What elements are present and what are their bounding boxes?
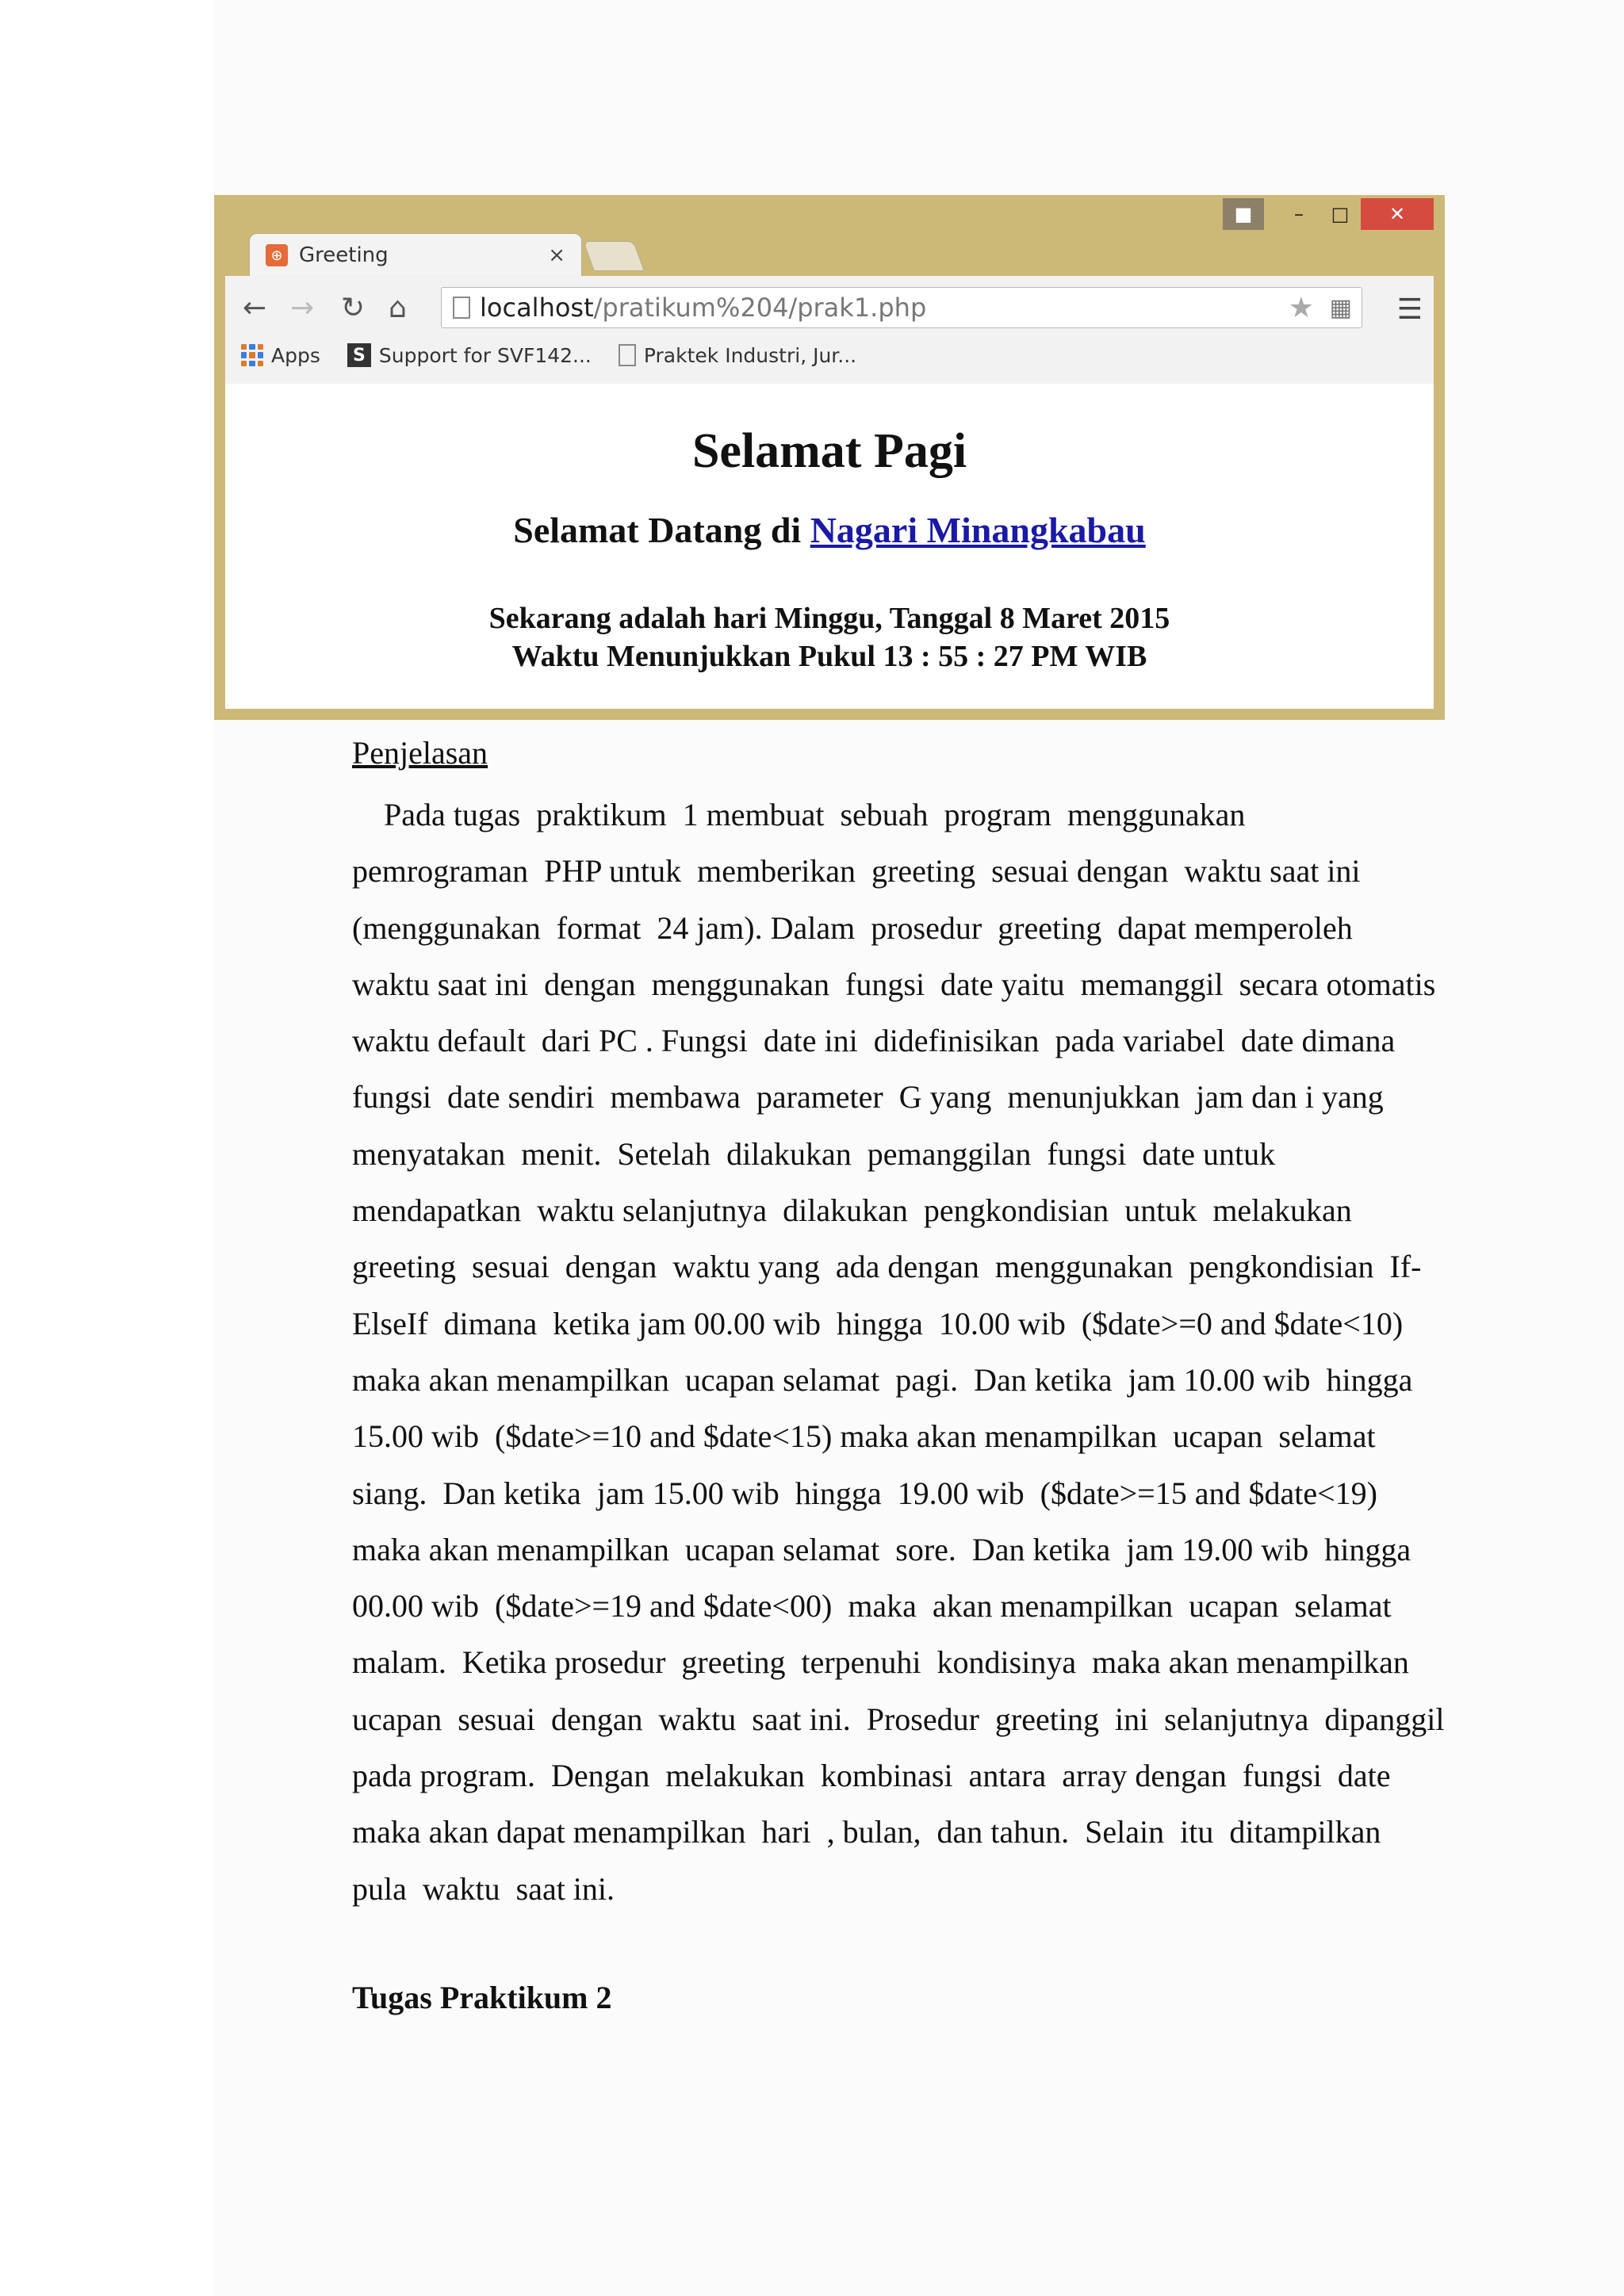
page-icon bbox=[453, 297, 470, 319]
address-host: localhost bbox=[480, 293, 594, 323]
paragraph-line: (menggunakan format 24 jam). Dalam prosedur greeting dapat memperoleh bbox=[352, 909, 1353, 946]
home-icon[interactable]: ⌂ bbox=[389, 292, 407, 324]
paragraph-line: ElseIf dimana ketika jam 00.00 wib hingga 10.00 wib ($date>=0 and $date<10) bbox=[352, 1305, 1404, 1341]
paragraph-line: mendapatkan waktu selanjutnya dilakukan pengkondisian untuk melakukan bbox=[352, 1192, 1352, 1229]
tab-close-icon[interactable]: × bbox=[548, 243, 565, 267]
back-arrow-icon[interactable]: ← bbox=[243, 292, 267, 324]
paragraph-line: 15.00 wib ($date>=10 and $date<15) maka akan menampilkan ucapan selamat bbox=[352, 1418, 1376, 1455]
nagari-link[interactable]: Nagari Minangkabau bbox=[810, 510, 1146, 550]
apps-grid-icon bbox=[241, 344, 263, 366]
favicon-icon: ⊕ bbox=[266, 244, 288, 266]
maximize-icon[interactable]: □ bbox=[1331, 203, 1350, 225]
bookmarks-bar bbox=[241, 339, 883, 371]
bookmark-label: Praktek Industri, Jur... bbox=[643, 343, 857, 367]
paragraph-line: Pada tugas praktikum 1 membuat sebuah program menggunakan bbox=[352, 797, 1246, 832]
paragraph-line: greeting sesuai dengan waktu yang ada dengan menggunakan pengkondisian If- bbox=[352, 1249, 1422, 1285]
paragraph-line: siang. Dan ketika jam 15.00 wib hingga 19.00 wib ($date>=15 and $date<19) bbox=[352, 1475, 1377, 1511]
address-bar[interactable] bbox=[441, 287, 1362, 328]
star-icon[interactable]: ★ bbox=[1288, 291, 1314, 324]
document-icon bbox=[619, 344, 636, 366]
address-path: /pratikum%204/prak1.php bbox=[593, 293, 927, 323]
close-icon[interactable]: ✕ bbox=[1361, 198, 1434, 230]
welcome-heading bbox=[225, 509, 1434, 551]
date-line: Sekarang adalah hari Minggu, Tanggal 8 Maret 2015 bbox=[488, 602, 1170, 635]
browser-toolbar bbox=[225, 276, 1434, 385]
page-left-margin bbox=[0, 0, 214, 2296]
user-icon[interactable]: ■ bbox=[1223, 198, 1264, 230]
bookmark-praktek[interactable] bbox=[619, 344, 856, 367]
paragraph-line: 00.00 wib ($date>=19 and $date<00) maka akan menampilkan ucapan selamat bbox=[352, 1588, 1392, 1624]
paragraph-line: fungsi date sendiri membawa parameter G yang menunjukkan jam dan i yang bbox=[352, 1079, 1384, 1115]
welcome-prefix: Selamat Datang di bbox=[513, 510, 802, 550]
minimize-icon[interactable]: – bbox=[1294, 203, 1304, 225]
paragraph-line: menyatakan menit. Setelah dilakukan pemanggilan fungsi date untuk bbox=[352, 1135, 1276, 1172]
paragraph-line: pemrograman PHP untuk memberikan greeting sesuai dengan waktu saat ini bbox=[352, 853, 1361, 890]
window-controls bbox=[1223, 198, 1434, 230]
time-line: Waktu Menunjukkan Pukul 13 : 55 : 27 PM WIB bbox=[511, 640, 1147, 673]
bookmark-apps[interactable] bbox=[241, 344, 320, 367]
bookmark-support[interactable] bbox=[347, 343, 592, 367]
paragraph-line: maka akan menampilkan ucapan selamat sore. Dan ketika jam 19.00 wib hingga bbox=[352, 1531, 1411, 1567]
paragraph-line: ucapan sesuai dengan waktu saat ini. Prosedur greeting ini selanjutnya dipanggil bbox=[352, 1701, 1445, 1737]
browser-screenshot bbox=[214, 195, 1445, 720]
greeting-heading: Selamat Pagi bbox=[691, 424, 967, 478]
paragraph-line: pula waktu saat ini. bbox=[352, 1870, 615, 1907]
paragraph-line: waktu default dari PC . Fungsi date ini didefinisikan pada variabel date dimana bbox=[352, 1023, 1396, 1059]
reload-icon[interactable]: ↻ bbox=[341, 292, 366, 324]
bookmark-label: Apps bbox=[271, 343, 320, 367]
paragraph-line: malam. Ketika prosedur greeting terpenuhi kondisinya maka akan menampilkan bbox=[352, 1644, 1409, 1681]
bookmark-label: Support for SVF142... bbox=[378, 343, 592, 367]
paragraph-line: waktu saat ini dengan menggunakan fungsi date yaitu memanggil secara otomatis bbox=[352, 966, 1436, 1002]
paragraph-line: maka akan menampilkan ucapan selamat pagi. Dan ketika jam 10.00 wib hingga bbox=[352, 1361, 1413, 1398]
forward-arrow-icon[interactable]: → bbox=[290, 292, 315, 324]
new-tab-button[interactable] bbox=[583, 241, 645, 271]
page-viewport bbox=[225, 384, 1434, 709]
tab-title: Greeting bbox=[299, 243, 389, 267]
paragraph-line: pada program. Dengan melakukan kombinasi antara array dengan fungsi date bbox=[352, 1758, 1391, 1794]
next-section-heading: Tugas Praktikum 2 bbox=[352, 1980, 612, 2015]
browser-window bbox=[225, 195, 1434, 709]
section-title: Penjelasan bbox=[352, 735, 488, 771]
menu-icon[interactable]: ☰ bbox=[1396, 293, 1423, 326]
extension-icon[interactable]: ▦ bbox=[1329, 293, 1352, 322]
s-logo-icon: S bbox=[347, 343, 371, 367]
explanation-paragraph bbox=[352, 786, 1445, 1917]
paragraph-line: maka akan dapat menampilkan hari , bulan, dan tahun. Selain itu ditampilkan bbox=[352, 1814, 1381, 1850]
browser-tab[interactable] bbox=[249, 233, 582, 277]
